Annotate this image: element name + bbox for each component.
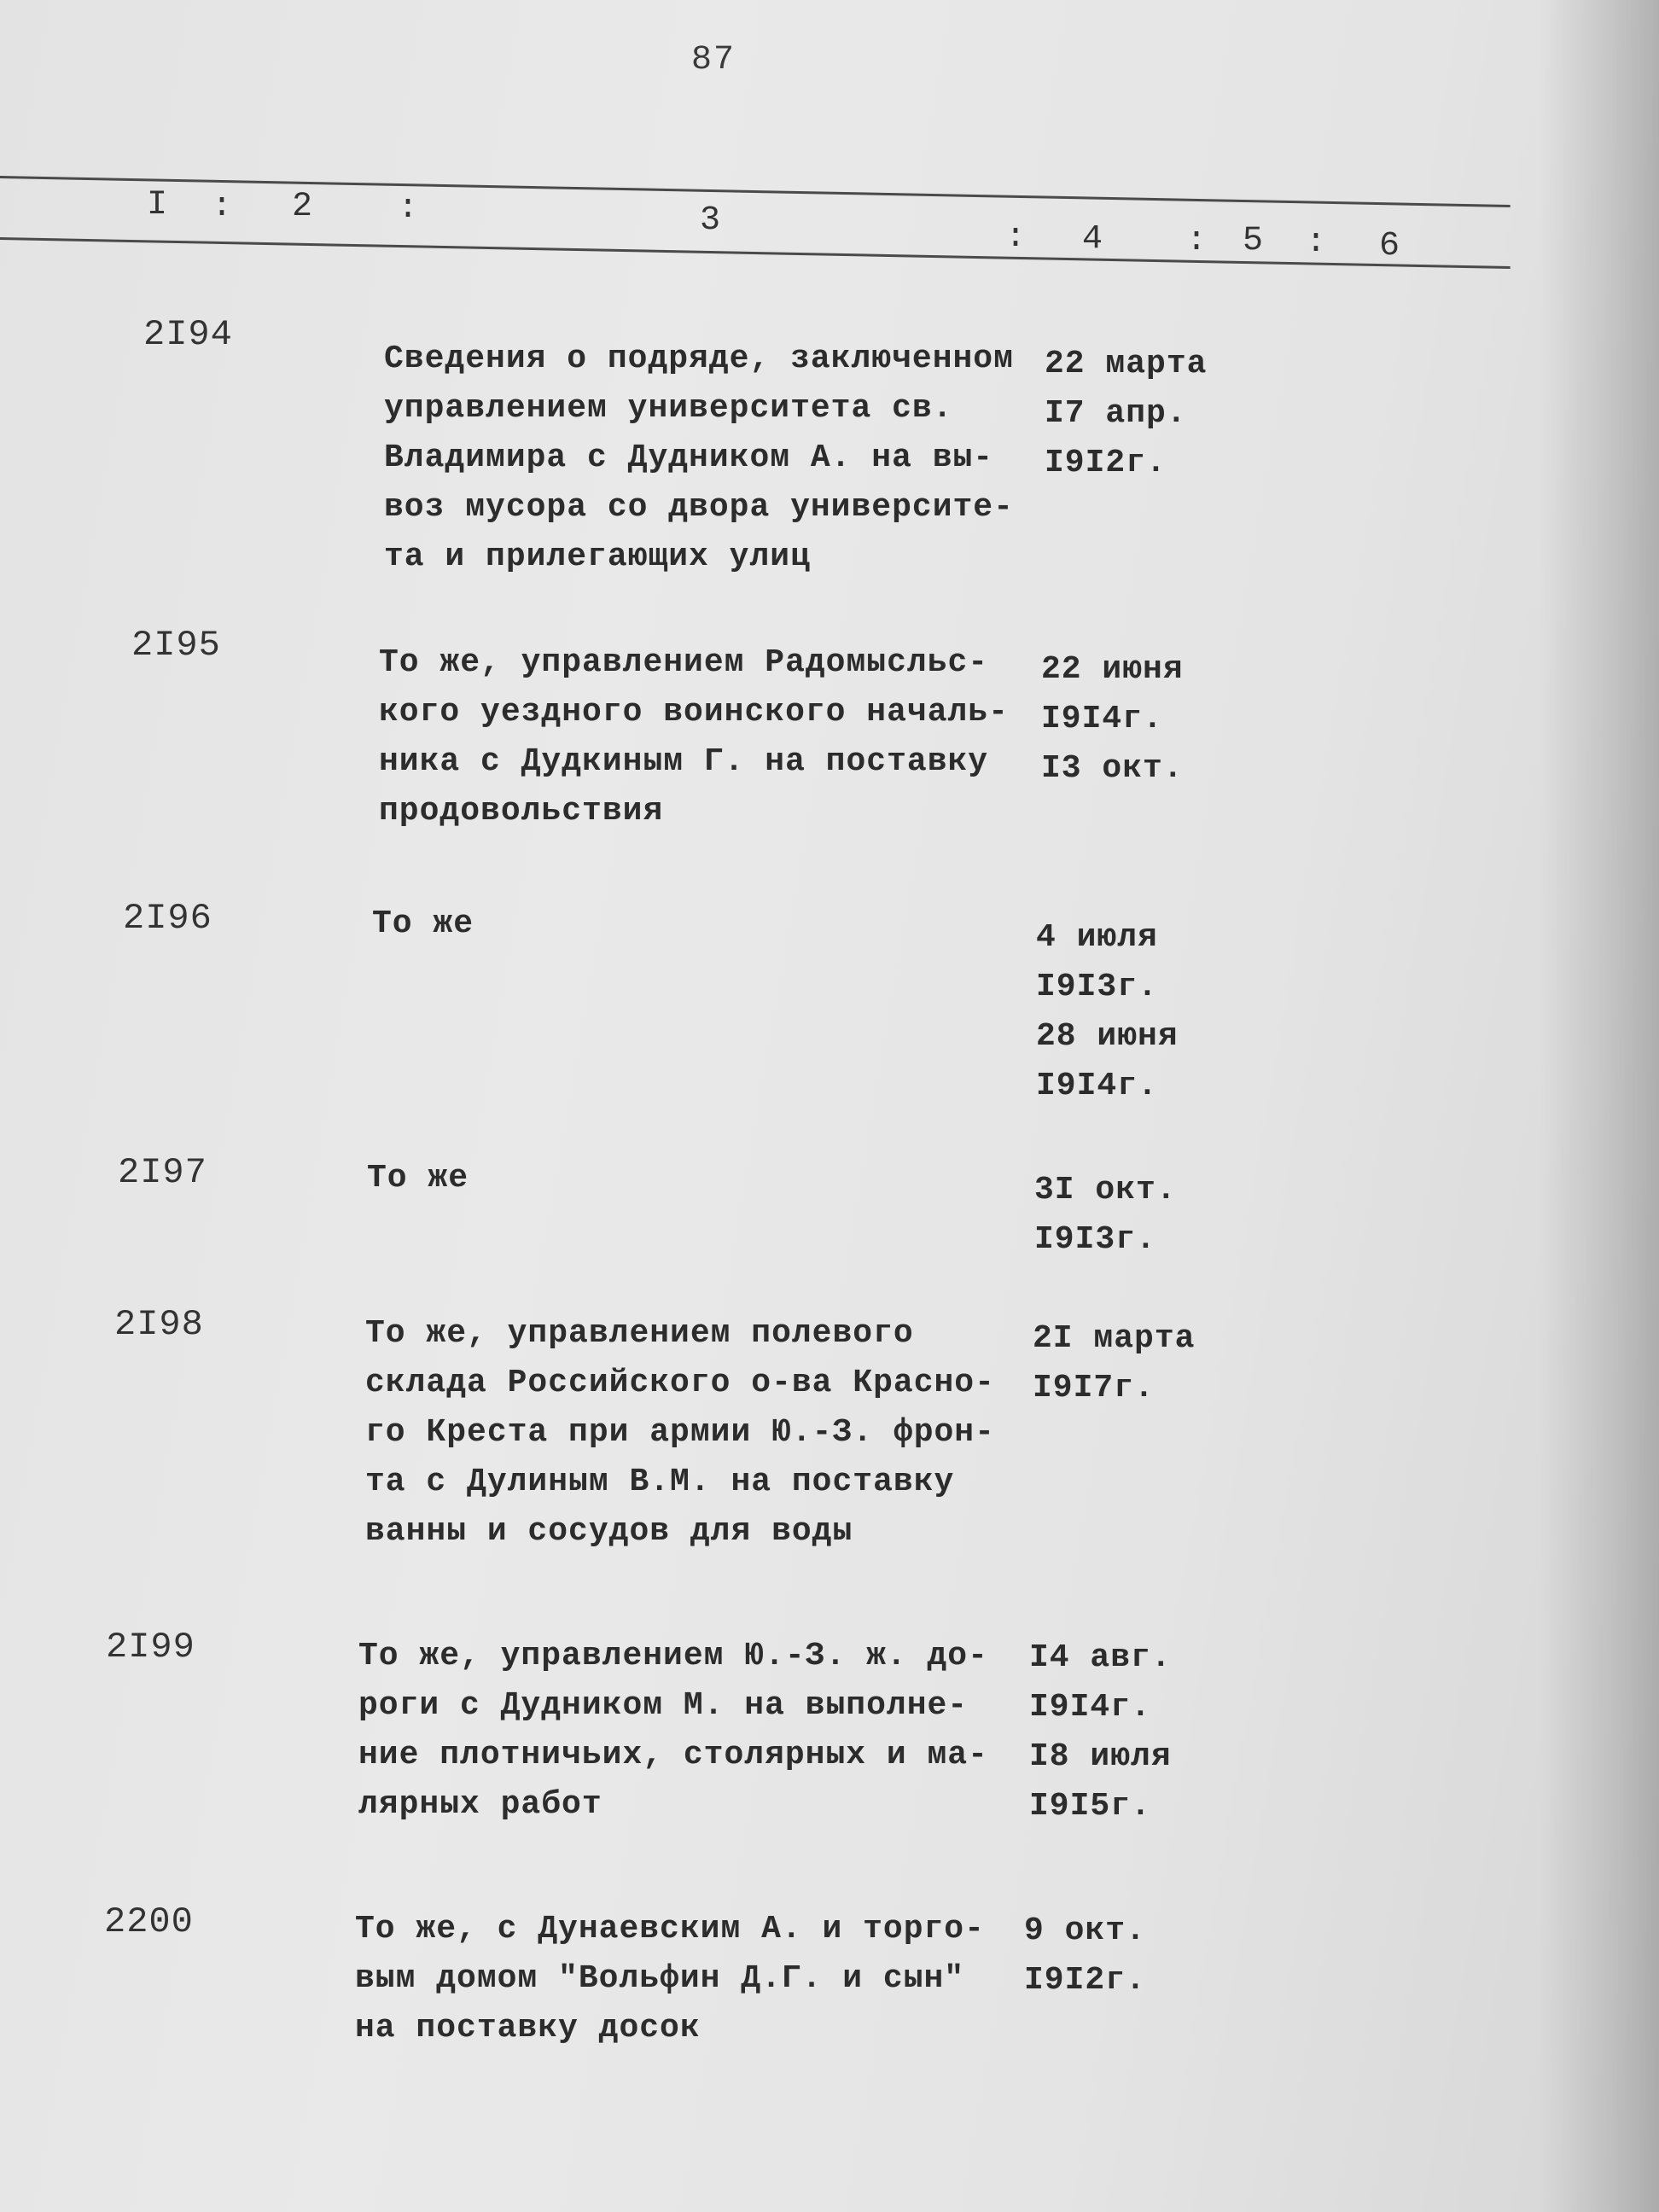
entry-number: 2I96 bbox=[123, 898, 212, 939]
description-line: То же, управлением полевого bbox=[365, 1315, 914, 1352]
description-line: управлением университета св. bbox=[384, 390, 953, 427]
date-line: 22 марта bbox=[1045, 346, 1208, 382]
description-line: Сведения о подряде, заключенном bbox=[384, 341, 1014, 377]
column-header-4: 4 bbox=[1082, 220, 1103, 259]
date-line: I4 авг. bbox=[1029, 1639, 1172, 1676]
date-line: I3 окт. bbox=[1041, 750, 1184, 787]
date-line: I8 июля bbox=[1029, 1738, 1172, 1775]
description-line: роги с Дудником М. на выполне- bbox=[358, 1687, 969, 1724]
entry-description bbox=[384, 335, 1033, 582]
entry-dates bbox=[1036, 913, 1179, 1111]
description-line: та с Дулиным В.М. на поставку bbox=[365, 1464, 955, 1500]
entry-dates bbox=[1045, 340, 1207, 488]
column-separator: : bbox=[1005, 218, 1027, 257]
date-line: I9I4г. bbox=[1029, 1689, 1151, 1726]
entry-number: 2200 bbox=[104, 1901, 194, 1942]
date-line: 22 июня bbox=[1041, 651, 1184, 688]
entry-dates bbox=[1029, 1633, 1172, 1831]
date-line: I9I3г. bbox=[1036, 969, 1158, 1005]
description-line: кого уездного воинского началь- bbox=[379, 694, 1009, 731]
entry-dates bbox=[1024, 1906, 1146, 2005]
date-line: I9I2г. bbox=[1045, 445, 1167, 481]
description-line: продовольствия bbox=[379, 793, 664, 830]
date-line: I9I3г. bbox=[1034, 1221, 1156, 1258]
column-header-1: I bbox=[147, 186, 168, 224]
column-separator: : bbox=[212, 188, 233, 226]
column-header-5: 5 bbox=[1243, 222, 1264, 260]
description-line: вым домом "Вольфин Д.Г. и сын" bbox=[355, 1960, 965, 1997]
entry-description bbox=[355, 1905, 1004, 2053]
date-line: 3I окт. bbox=[1034, 1172, 1177, 1208]
column-header-2: 2 bbox=[292, 188, 313, 226]
date-line: I9I7г. bbox=[1033, 1370, 1155, 1406]
description-line: склада Российского о-ва Красно- bbox=[365, 1365, 995, 1401]
column-separator: : bbox=[1186, 222, 1208, 260]
description-line: То же bbox=[372, 905, 474, 942]
column-header-6: 6 bbox=[1379, 227, 1400, 265]
description-line: То же, управлением Радомысльс- bbox=[379, 644, 989, 681]
date-line: I9I4г. bbox=[1036, 1068, 1158, 1104]
description-line: ние плотничьих, столярных и ма- bbox=[358, 1737, 988, 1773]
description-line: То же, управлением Ю.-З. ж. до- bbox=[358, 1638, 988, 1674]
description-line: ника с Дудкиным Г. на поставку bbox=[379, 743, 989, 780]
entry-description bbox=[365, 1309, 1014, 1557]
description-line: та и прилегающих улиц bbox=[384, 538, 811, 575]
date-line: I9I4г. bbox=[1041, 701, 1163, 737]
description-line: воз мусора со двора университе- bbox=[384, 489, 1014, 526]
description-line: лярных работ bbox=[358, 1786, 602, 1823]
date-line: 9 окт. bbox=[1024, 1912, 1146, 1949]
description-line: ванны и сосудов для воды bbox=[365, 1513, 853, 1550]
entry-description bbox=[358, 1632, 1007, 1830]
column-separator: : bbox=[1306, 224, 1327, 262]
entry-dates bbox=[1033, 1314, 1195, 1413]
column-header-3: 3 bbox=[700, 201, 721, 240]
entry-number: 2I98 bbox=[114, 1304, 204, 1345]
description-line: То же, с Дунаевским А. и торго- bbox=[355, 1911, 985, 1947]
description-line: То же bbox=[367, 1160, 469, 1196]
column-separator: : bbox=[398, 189, 419, 228]
entry-description bbox=[372, 899, 1021, 949]
entry-dates bbox=[1041, 645, 1184, 794]
date-line: I7 апр. bbox=[1045, 395, 1187, 432]
date-line: I9I2г. bbox=[1024, 1962, 1146, 1999]
entry-dates bbox=[1034, 1166, 1177, 1265]
description-line: на поставку досок bbox=[355, 2010, 701, 2046]
description-line: го Креста при армии Ю.-З. фрон- bbox=[365, 1414, 995, 1451]
date-line: 4 июля bbox=[1036, 919, 1158, 956]
entry-number: 2I97 bbox=[118, 1152, 207, 1193]
date-line: I9I5г. bbox=[1029, 1788, 1151, 1825]
date-line: 28 июня bbox=[1036, 1018, 1179, 1055]
date-line: 2I марта bbox=[1033, 1320, 1196, 1357]
description-line: Владимира с Дудником А. на вы- bbox=[384, 439, 994, 476]
entry-description bbox=[367, 1154, 1016, 1203]
header-rule-bottom bbox=[0, 237, 1511, 269]
entry-number: 2I99 bbox=[106, 1627, 195, 1668]
entry-number: 2I95 bbox=[131, 625, 221, 666]
page-number: 87 bbox=[691, 41, 736, 79]
entry-description bbox=[379, 638, 1027, 836]
entry-number: 2I94 bbox=[143, 314, 233, 355]
page-edge-shadow bbox=[1540, 0, 1659, 2212]
